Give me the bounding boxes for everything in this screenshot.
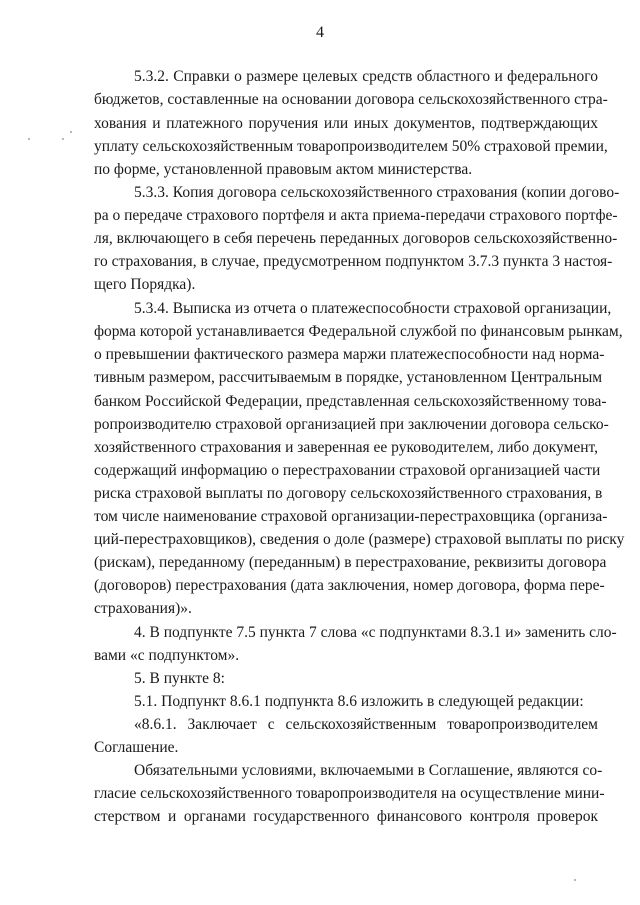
text-line: тивным размером, рассчитываемым в порядке, установленном Центральным — [94, 369, 603, 386]
text-line: страхования)». — [94, 600, 192, 617]
text-line: хования и платежного поручения или иных документов, подтверждающих — [94, 115, 598, 132]
text-line: (рискам), переданному (переданным) в перестрахование, реквизиты договора — [94, 554, 607, 571]
text-line: Соглашение. — [94, 739, 179, 756]
scan-speck — [62, 138, 64, 140]
text-line: ций-перестраховщиков), сведения о доле (размере) страховой выплаты по риску — [94, 531, 625, 548]
text-line: 5. В пункте 8: — [134, 670, 225, 687]
text-line: щего Порядка). — [94, 276, 196, 293]
text-line: содержащий информацию о перестраховании страховой организацией части — [94, 462, 601, 479]
text-line: банком Российской Федерации, представленная сельскохозяйственному това- — [94, 393, 607, 410]
text-line: вами «с подпунктом». — [94, 647, 240, 664]
text-line: (договоров) перестрахования (дата заключения, номер договора, форма пере- — [94, 577, 605, 594]
text-line: о превышении фактического размера маржи платежеспособности над норма- — [94, 346, 605, 363]
text-line: бюджетов, составленные на основании договора сельскохозяйственного стра- — [94, 91, 608, 108]
page-number: 4 — [316, 24, 324, 41]
scan-speck — [70, 131, 72, 133]
text-line: ропроизводителю страховой организацией при заключении договора сельско- — [94, 416, 609, 433]
scan-speck — [574, 879, 576, 881]
text-line: 4. В подпункте 7.5 пункта 7 слова «с подпунктами 8.3.1 и» заменить сло- — [134, 624, 617, 641]
text-line: го страхования, в случае, предусмотренном подпунктом 3.7.3 пункта 3 настоя- — [94, 253, 613, 270]
text-line: риска страховой выплаты по договору сельскохозяйственного страхования, в — [94, 485, 603, 502]
text-line: стерством и органами государственного финансового контроля проверок — [94, 808, 598, 825]
text-line: 5.3.2. Справки о размере целевых средств областного и федерального — [134, 68, 598, 85]
text-line: хозяйственного страхования и заверенная ее руководителем, либо документ, — [94, 439, 598, 456]
text-line: ля, включающего в себя перечень переданных договоров сельскохозяйственно- — [94, 230, 618, 247]
text-line: 5.3.4. Выписка из отчета о платежеспособности страховой организации, — [134, 300, 612, 317]
text-line: том числе наименование страховой организации-перестраховщика (организа- — [94, 508, 608, 525]
text-line: форма которой устанавливается Федеральной службой по финансовым рынкам, — [94, 323, 623, 340]
text-line: по форме, установленной правовым актом министерства. — [94, 161, 473, 178]
scan-speck — [28, 138, 30, 140]
text-line: 5.1. Подпункт 8.6.1 подпункта 8.6 изложить в следующей редакции: — [134, 693, 584, 710]
text-line: «8.6.1. Заключает с сельскохозяйственным товаропроизводителем — [134, 716, 598, 733]
text-line: 5.3.3. Копия договора сельскохозяйственного страхования (копии догово- — [134, 184, 620, 201]
text-line: гласие сельскохозяйственного товаропроизводителя на осуществление мини- — [94, 785, 605, 802]
text-line: ра о передаче страхового портфеля и акта приема-передачи страхового портфе- — [94, 207, 618, 224]
text-line: уплату сельскохозяйственным товаропроизводителем 50% страховой премии, — [94, 138, 608, 155]
text-line: Обязательными условиями, включаемыми в Соглашение, являются со- — [134, 762, 603, 779]
